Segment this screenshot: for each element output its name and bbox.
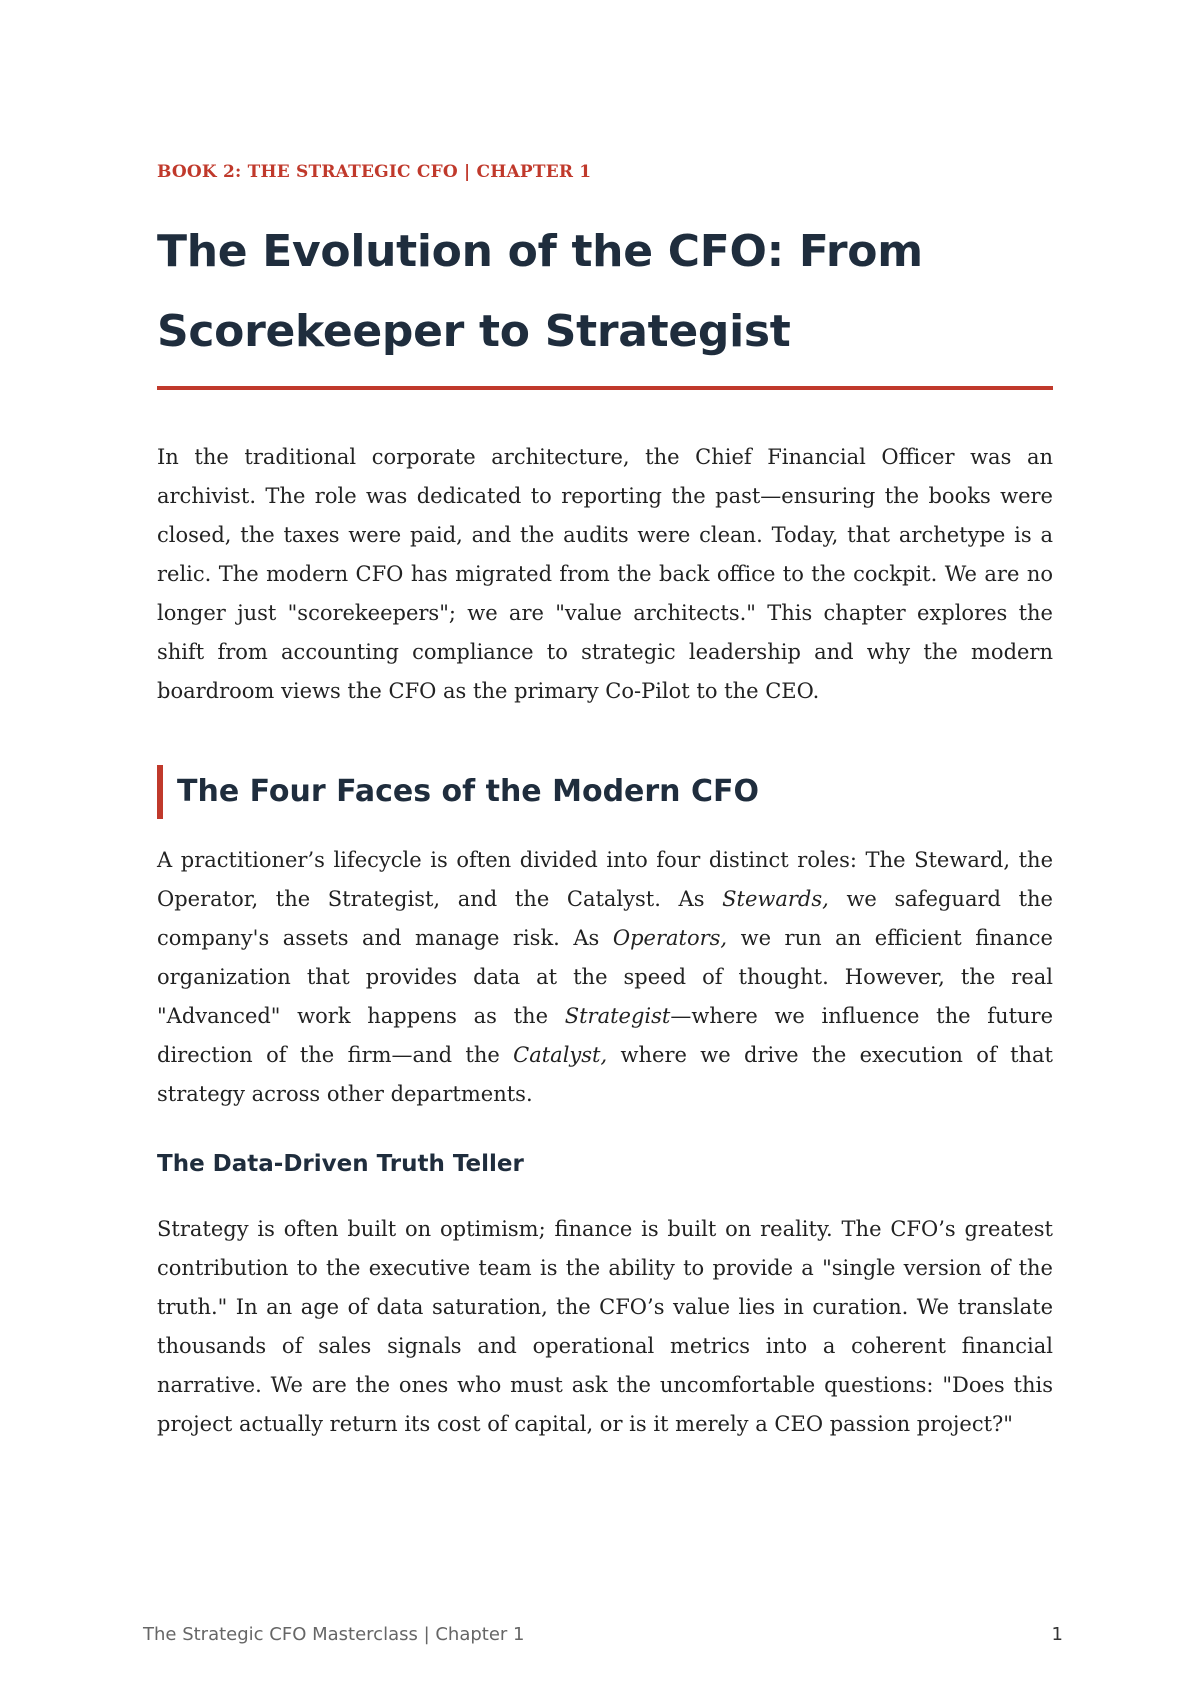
section-heading bbox=[157, 765, 1053, 819]
section-title: The Four Faces of the Modern CFO bbox=[177, 774, 759, 809]
page-number: 1 bbox=[1051, 1624, 1063, 1645]
section-paragraph bbox=[157, 841, 1053, 1114]
footer-title: The Strategic CFO Masterclass | Chapter 1 bbox=[143, 1624, 525, 1645]
subsection-title: The Data-Driven Truth Teller bbox=[157, 1151, 524, 1177]
para-text-3: we run an efficient finance organization that provides data at the speed of thought. However, the real "Advanced" work happens as the bbox=[157, 926, 1053, 1028]
page-content bbox=[157, 158, 1053, 1444]
para-text-5: where we drive the execution of that strategy across other departments. bbox=[157, 1043, 1053, 1106]
para-text-4: —where we influence the future direction of the firm—and the bbox=[157, 1004, 1053, 1067]
title-divider bbox=[157, 386, 1053, 390]
para-text-2: we safeguard the company's assets and manage risk. As bbox=[157, 887, 1053, 950]
page-title-line-2: Scorekeeper to Strategist bbox=[157, 306, 791, 357]
page-footer bbox=[143, 1620, 1063, 1650]
page-title bbox=[157, 212, 1053, 372]
para-text-1: A practitioner’s lifecycle is often divided into four distinct roles: The Steward, the Operator, the Strategist, and the Catalyst. As bbox=[157, 848, 1053, 911]
intro-paragraph: In the traditional corporate architecture, the Chief Financial Officer was an archivist. The role was dedicated to reporting the past—ensuring the books were closed, the taxes were paid, and the audits were clean. Today, that archetype is a relic. The modern CFO has migrated from the back office to the cockpit. We are no longer just "scorekeepers"; we are "value architects." This chapter explores the shift from accounting compliance to strategic leadership and why the modern boardroom views the CFO as the primary Co-Pilot to the CEO. bbox=[157, 445, 1053, 703]
emphasis-operators: Operators, bbox=[612, 926, 728, 950]
chapter-eyebrow: BOOK 2: THE STRATEGIC CFO | CHAPTER 1 bbox=[157, 162, 592, 182]
subsection-paragraph: Strategy is often built on optimism; finance is built on reality. The CFO’s greatest contribution to the executive team is the ability to provide a "single version of the truth." In an age of data saturation, the CFO’s value lies in curation. We translate thousands of sales signals and operational metrics into a coherent financial narrative. We are the ones who must ask the uncomfortable questions: "Does this project actually return its cost of capital, or is it merely a CEO passion project?" bbox=[157, 1217, 1053, 1436]
emphasis-strategist: Strategist bbox=[564, 1004, 671, 1028]
page-title-line-1: The Evolution of the CFO: From bbox=[157, 226, 923, 277]
emphasis-catalyst: Catalyst, bbox=[513, 1043, 608, 1067]
emphasis-stewards: Stewards, bbox=[722, 887, 829, 911]
section-accent-bar bbox=[157, 765, 163, 819]
